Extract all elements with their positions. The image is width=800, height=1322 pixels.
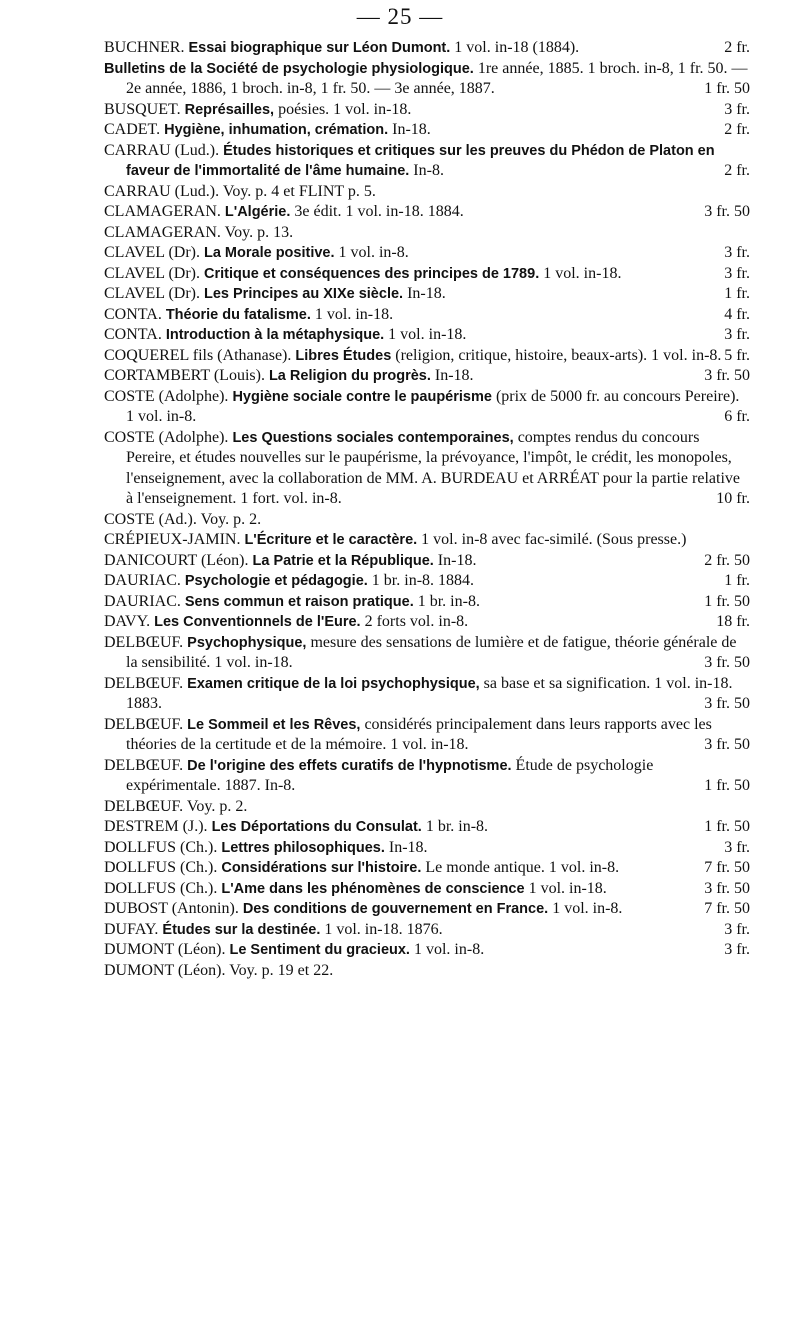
entry-rest: 1 br. in-8. xyxy=(417,592,480,610)
entry-price: 6 fr. xyxy=(724,408,750,425)
entry-title: Bulletins de la Société de psychologie physiologique. xyxy=(104,60,474,77)
entry-price: 3 fr. 50 xyxy=(704,879,750,897)
entry-rest: sa base et sa signification. 1 vol. in-18. 1883. xyxy=(126,674,733,712)
entry-author: DANICOURT (Léon). xyxy=(104,551,249,569)
catalogue-entry xyxy=(104,961,750,982)
entry-price: 10 fr. xyxy=(716,490,750,507)
entry-price: 7 fr. 50 xyxy=(704,859,750,876)
entry-title: Examen critique de la loi psychophysique, xyxy=(187,675,480,692)
entry-rest: Voy. p. 13. xyxy=(224,223,294,241)
entry-rest: mesure des sensations de lumière et de fatigue, théorie générale de la sensibilité. 1 vol. in-18. xyxy=(126,633,737,671)
entry-title: Les Conventionnels de l'Eure. xyxy=(154,614,361,630)
catalogue-entry xyxy=(104,38,750,59)
entry-title: Psychophysique, xyxy=(187,634,307,651)
entry-author: DOLLFUS (Ch.). xyxy=(104,879,218,897)
entry-rest: Voy. p. 2. xyxy=(200,510,262,528)
entry-author: CONTA. xyxy=(104,326,162,343)
catalogue-entry xyxy=(104,940,750,961)
catalogue-entry xyxy=(104,59,750,100)
entry-price: 3 fr. xyxy=(724,100,750,118)
catalogue-entry xyxy=(104,838,750,859)
entry-author: CARRAU (Lud.). xyxy=(104,141,220,159)
entry-rest: Voy. p. 19 et 22. xyxy=(229,961,334,979)
catalogue-entry xyxy=(104,264,750,285)
entry-author: CORTAMBERT (Louis). xyxy=(104,367,265,384)
catalogue-entry xyxy=(104,612,750,633)
entry-price: 3 fr. 50 xyxy=(704,695,750,712)
catalogue-entry xyxy=(104,223,750,244)
entry-author: COQUEREL fils (Athanase). xyxy=(104,346,292,364)
entry-author: CLAVEL (Dr). xyxy=(104,264,200,282)
catalogue-entry xyxy=(104,715,750,756)
entry-title: Théorie du fatalisme. xyxy=(165,306,311,323)
catalogue-entry xyxy=(104,899,750,920)
catalogue-entry xyxy=(104,571,750,592)
entry-author: CRÉPIEUX-JAMIN. xyxy=(104,531,241,548)
entry-rest: 2 forts vol. in-8. xyxy=(364,613,469,630)
entry-price: 3 fr. xyxy=(724,244,750,261)
entry-rest: (religion, critique, histoire, beaux-arts). 1 vol. in-8. xyxy=(395,346,722,364)
entry-author: DOLLFUS (Ch.). xyxy=(104,838,218,856)
entry-rest: In-18. xyxy=(407,285,446,302)
entry-title: Le Sommeil et les Rêves, xyxy=(187,716,361,733)
catalogue-entries xyxy=(104,38,750,981)
entry-rest: considérés principalement dans leurs rapports avec les théories de la certitude et de la mémoire. 1 vol. in-18. xyxy=(126,715,712,753)
entry-price: 1 fr. xyxy=(724,572,750,589)
entry-title: Représailles, xyxy=(184,101,275,118)
catalogue-entry xyxy=(104,428,750,510)
catalogue-entry xyxy=(104,100,750,121)
entry-title: La Patrie et la République. xyxy=(252,552,434,569)
catalogue-entry xyxy=(104,182,750,203)
entry-price: 3 fr. xyxy=(724,326,750,343)
catalogue-entry xyxy=(104,366,750,387)
catalogue-entry xyxy=(104,858,750,879)
entry-title: Études historiques et critiques sur les preuves du Phédon de Platon en faveur de l'immortalité de l'âme humaine. xyxy=(126,142,715,179)
entry-author: DUFAY. xyxy=(104,920,159,938)
entry-price: 1 fr. 50 xyxy=(704,777,750,794)
entry-price: 3 fr. xyxy=(724,920,750,938)
entry-price: 3 fr. xyxy=(724,264,750,282)
entry-price: 1 fr. 50 xyxy=(704,592,750,610)
catalogue-entry xyxy=(104,674,750,715)
entry-author: COSTE (Adolphe). xyxy=(104,428,229,446)
entry-author: CADET. xyxy=(104,121,161,138)
entry-author: DOLLFUS (Ch.). xyxy=(104,859,218,876)
entry-author: CLAVEL (Dr). xyxy=(104,244,200,261)
entry-author: DUMONT (Léon). xyxy=(104,941,226,958)
page-number: — 25 — xyxy=(356,4,444,29)
entry-price: 3 fr. 50 xyxy=(704,736,750,753)
entry-rest: poésies. 1 vol. in-18. xyxy=(278,100,412,118)
entry-price: 4 fr. xyxy=(724,305,750,323)
catalogue-entry xyxy=(104,120,750,141)
catalogue-entry xyxy=(104,797,750,818)
entry-rest: Étude de psychologie expérimentale. 1887. In-8. xyxy=(126,756,654,794)
entry-price: 2 fr. 50 xyxy=(704,551,750,569)
entry-title: Études sur la destinée. xyxy=(162,921,321,938)
entry-title: Les Questions sociales contemporaines, xyxy=(232,429,514,446)
entry-author: DELBŒUF. xyxy=(104,715,184,733)
entry-author: BUSQUET. xyxy=(104,100,181,118)
entry-author: COSTE (Ad.). xyxy=(104,510,197,528)
catalogue-entry xyxy=(104,879,750,900)
entry-author: CONTA. xyxy=(104,305,162,323)
entry-rest: 1 vol. in-8 avec fac-similé. (Sous presse.) xyxy=(421,531,687,548)
entry-rest: 1 vol. in-18. xyxy=(314,305,394,323)
entry-title: La Religion du progrès. xyxy=(268,368,431,384)
entry-rest: 1 vol. in-8. xyxy=(552,900,623,917)
entry-author: DAURIAC. xyxy=(104,572,181,589)
entry-price: 2 fr. xyxy=(724,39,750,56)
entry-author: DELBŒUF. xyxy=(104,674,184,692)
catalogue-entry xyxy=(104,284,750,305)
entry-rest: 1 br. in-8. xyxy=(425,818,489,835)
entry-price: 7 fr. 50 xyxy=(704,900,750,917)
entry-rest: 1 br. in-8. 1884. xyxy=(371,572,475,589)
entry-author: CLAMAGERAN. xyxy=(104,223,221,241)
entry-price: 3 fr. 50 xyxy=(704,367,750,384)
entry-author: CARRAU (Lud.). xyxy=(104,182,220,200)
entry-title: Libres Études xyxy=(295,347,392,364)
catalogue-entry xyxy=(104,592,750,613)
entry-rest: In-18. xyxy=(392,121,431,138)
entry-author: CLAMAGERAN. xyxy=(104,203,221,220)
entry-rest: 3e édit. 1 vol. in-18. 1884. xyxy=(294,203,464,220)
entry-rest: 1 vol. in-18. 1876. xyxy=(324,920,443,938)
catalogue-entry xyxy=(104,756,750,797)
entry-title: La Morale positive. xyxy=(203,245,335,261)
entry-title: Les Principes au XIXe siècle. xyxy=(203,286,404,302)
catalogue-entry xyxy=(104,510,750,531)
entry-price: 1 fr. 50 xyxy=(704,80,750,97)
entry-title: Des conditions de gouvernement en France. xyxy=(242,901,549,917)
catalogue-entry xyxy=(104,305,750,326)
entry-price: 3 fr. xyxy=(724,941,750,958)
entry-author: BUCHNER. xyxy=(104,39,185,56)
entry-rest: 1 vol. in-8. xyxy=(413,941,485,958)
entry-author: DUBOST (Antonin). xyxy=(104,900,239,917)
catalogue-entry xyxy=(104,325,750,346)
entry-rest: Voy. p. 4 et FLINT p. 5. xyxy=(222,182,376,200)
entry-rest: 1 vol. in-8. xyxy=(338,244,409,261)
entry-author: DAURIAC. xyxy=(104,592,181,610)
catalogue-entry xyxy=(104,530,750,551)
entry-price: 2 fr. xyxy=(724,121,750,138)
entry-rest: In-18. xyxy=(434,367,474,384)
entry-author: DELBŒUF. xyxy=(104,633,184,651)
entry-price: 2 fr. xyxy=(724,162,750,179)
entry-rest: In-18. xyxy=(388,838,428,856)
entry-title: Essai biographique sur Léon Dumont. xyxy=(188,40,451,56)
entry-price: 3 fr. xyxy=(724,838,750,856)
catalogue-entry xyxy=(104,920,750,941)
entry-title: Critique et conséquences des principes de 1789. xyxy=(203,265,540,282)
catalogue-entry xyxy=(104,202,750,223)
entry-title: Hygiène sociale contre le paupérisme xyxy=(232,388,492,405)
entry-rest: (prix de 5000 fr. au concours Pereire). 1 vol. in-8. xyxy=(126,387,740,425)
entry-rest: 1 vol. in-18. xyxy=(388,326,467,343)
entry-title: Hygiène, inhumation, crémation. xyxy=(164,122,389,138)
catalogue-entry xyxy=(104,387,750,428)
catalogue-entry xyxy=(104,346,750,367)
catalogue-entry xyxy=(104,551,750,572)
entry-price: 3 fr. 50 xyxy=(704,654,750,671)
catalogue-entry xyxy=(104,633,750,674)
entry-price: 1 fr. 50 xyxy=(704,818,750,835)
entry-rest: comptes rendus du concours Pereire, et études nouvelles sur le paupérisme, la prévoyance, l'impôt, le crédit, les monopoles, l'enseignement, avec la collaboration de MM. A. BURDEAU et ARRÉAT pour la partie relative à l'enseignement. 1 fort. vol. in-8. xyxy=(126,428,740,507)
entry-author: DELBŒUF. xyxy=(104,797,184,815)
entry-title: De l'origine des effets curatifs de l'hypnotisme. xyxy=(187,757,512,774)
entry-title: Sens commun et raison pratique. xyxy=(184,593,414,610)
catalogue-entry xyxy=(104,141,750,182)
entry-title: L'Écriture et le caractère. xyxy=(244,532,418,548)
entry-price: 5 fr. xyxy=(724,346,750,364)
entry-rest: 1 vol. in-18. xyxy=(528,879,607,897)
entry-rest: 1 vol. in-18 (1884). xyxy=(454,39,580,56)
entry-title: L'Algérie. xyxy=(224,204,291,220)
entry-author: DELBŒUF. xyxy=(104,756,184,774)
entry-title: Le Sentiment du gracieux. xyxy=(229,942,410,958)
entry-rest: 1 vol. in-18. xyxy=(543,264,622,282)
entry-author: COSTE (Adolphe). xyxy=(104,387,229,405)
entry-rest: Voy. p. 2. xyxy=(186,797,248,815)
entry-price: 1 fr. xyxy=(724,285,750,302)
entry-rest: Le monde antique. 1 vol. in-8. xyxy=(425,859,620,876)
catalogue-entry xyxy=(104,817,750,838)
entry-title: L'Ame dans les phénomènes de conscience xyxy=(221,880,525,897)
entry-title: Lettres philosophiques. xyxy=(221,839,385,856)
catalogue-entry xyxy=(104,243,750,264)
entry-rest: In-8. xyxy=(413,162,444,179)
entry-price: 18 fr. xyxy=(716,613,750,630)
entry-author: DAVY. xyxy=(104,613,151,630)
entry-rest: 1re année, 1885. 1 broch. in-8, 1 fr. 50. — 2e année, 1886, 1 broch. in-8, 1 fr. 50. — 3e année, 1887. xyxy=(126,59,748,97)
entry-title: Considérations sur l'histoire. xyxy=(221,860,422,876)
entry-title: Les Déportations du Consulat. xyxy=(211,819,422,835)
entry-title: Psychologie et pédagogie. xyxy=(184,573,368,589)
entry-author: DUMONT (Léon). xyxy=(104,961,226,979)
entry-rest: In-18. xyxy=(437,551,477,569)
entry-title: Introduction à la métaphysique. xyxy=(165,327,385,343)
entry-author: CLAVEL (Dr). xyxy=(104,285,200,302)
entry-author: DESTREM (J.). xyxy=(104,818,208,835)
entry-price: 3 fr. 50 xyxy=(704,203,750,220)
